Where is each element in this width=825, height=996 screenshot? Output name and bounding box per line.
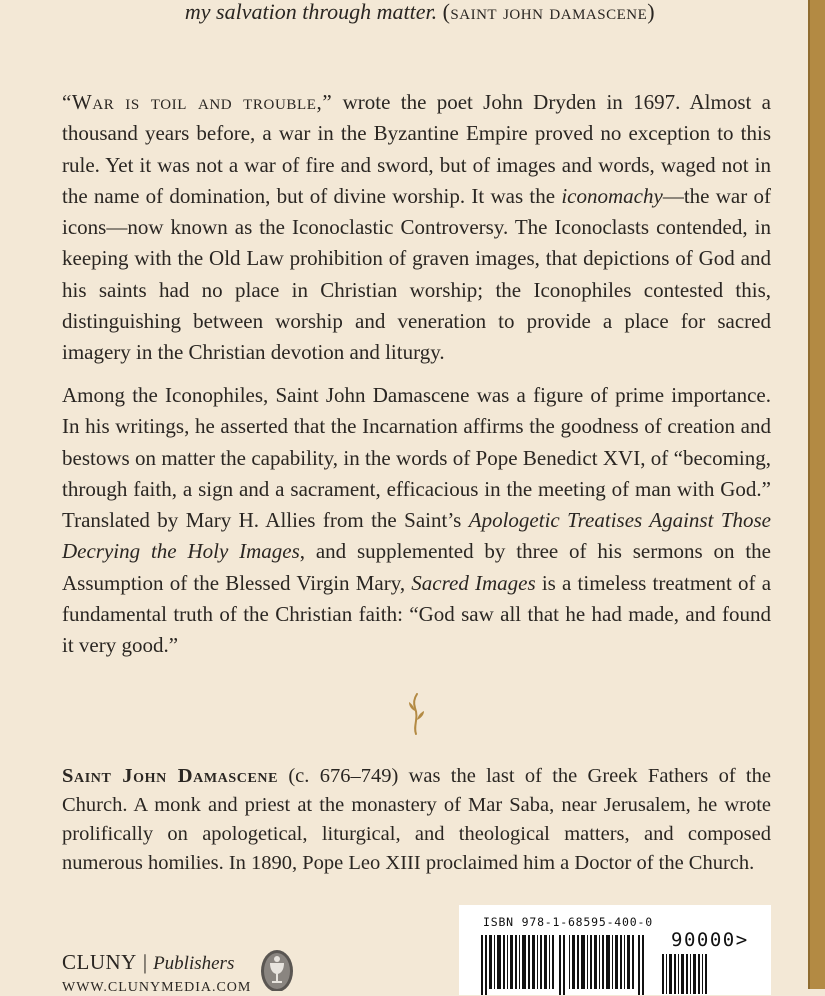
- spine-strip: [810, 0, 825, 989]
- p1-text-2: —the war of icons—now known as the Iconoclastic Controversy. The Iconoclasts contended, in keeping with the Old Law prohibition of graven images, that depictions of God and his saints had no place in Christian worship; the Iconophiles contested this, distinguishing between worship and veneration to provide a place for sacred imagery in the Christian devotion and liturgy.: [62, 183, 771, 365]
- publisher-website: WWW.CLUNYMEDIA.COM: [62, 980, 252, 995]
- publisher-name: CLUNY: [62, 950, 137, 974]
- sprig-ornament-icon: [403, 692, 429, 736]
- author-bio: [62, 762, 771, 878]
- chalice-seal-icon: [260, 947, 294, 991]
- isbn-barcode: [459, 905, 771, 995]
- treatise-title: Apologetic Treatises Against Those Decrying the Holy Images: [62, 508, 771, 564]
- price-addon-bars: [662, 954, 722, 994]
- book-title: Sacred Images: [411, 570, 536, 595]
- barcode-bars: [481, 935, 651, 995]
- p1-text-1: wrote the poet John Dryden in 1697. Almost a thousand years before, a war in the Byzantine Empire proved no exception to this rule. Yet it was not a war of fire and sword, but of images and words, waged not in the name of domination, but of divine worship. It was the: [62, 90, 771, 208]
- author-name: Saint John Damascene: [62, 765, 279, 787]
- description-paragraph-1: [62, 87, 771, 369]
- publisher-subtitle: Publishers: [153, 953, 235, 974]
- epigraph-attribution: (saint john damascene): [442, 0, 656, 24]
- isbn-number: ISBN 978-1-68595-400-0: [483, 915, 653, 929]
- price-code: 90000>: [671, 929, 749, 951]
- description-paragraph-2: [62, 380, 771, 662]
- author-bio-text: (c. 676–749) was the last of the Greek Fathers of the Church. A monk and priest at the monastery of Mar Saba, near Jerusalem, he wrote prolifically on apologetical, liturgical, and theological matters, and composed numerous homilies. In 1890, Pope Leo XIII proclaimed him a Doctor of the Church.: [62, 765, 771, 874]
- publisher-separator: |: [142, 950, 148, 974]
- opening-quote: “War is toil and trouble,”: [62, 90, 333, 114]
- publisher-imprint: [62, 950, 234, 975]
- p2-text-3: is a timeless treatment of a fundamental truth of the Christian faith: “God saw all that he had made, and found it very good.”: [62, 570, 772, 658]
- epigraph: [0, 0, 825, 26]
- iconomachy-term: iconomachy: [561, 183, 663, 208]
- p2-text-1: Among the Iconophiles, Saint John Damascene was a figure of prime importance. In his writings, he asserted that the Incarnation affirms the goodness of creation and bestows on matter the capability, in the words of Pope Benedict XVI, of “becoming, through faith, a sign and a sacrament, efficacious in the meeting of man with God.” Translated by Mary H. Allies from the Saint’s: [62, 383, 771, 533]
- epigraph-quote: my salvation through matter.: [184, 0, 438, 24]
- p2-text-2: , and supplemented by three of his sermons on the Assumption of the Blessed Virgin Mary,: [62, 539, 772, 595]
